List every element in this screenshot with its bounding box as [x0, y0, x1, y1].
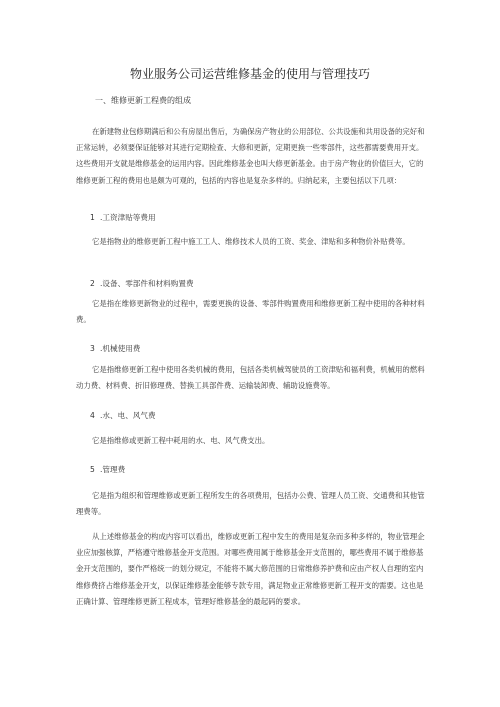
item-number: 3 — [90, 344, 95, 353]
section-heading: 一、维修更新工程费的组成 — [95, 96, 191, 105]
item-text: 它是指维修更新工程中使用各类机械的费用，包括各类机械驾驶员的工资津贴和福利费，机械用的燃料动力费、材料费、折旧修理费、替换工具部件费、运输装卸费、辅助设施费等。 — [76, 365, 425, 391]
item-2-heading — [90, 278, 194, 289]
item-text: 它是指为组织和管理维修或更新工程所发生的各项费用，包括办公费、管理人员工资、交通费和其他管理费等。 — [76, 491, 425, 517]
conclusion-text: 从上述维修基金的构成内容可以看出，维修或更新工程中发生的费用是复杂而多种多样的，物业管理企业应加强核算，严格遵守维修基金开支范围。对哪些费用属于维修基金开支范围的，哪些费用不属于维修基金开支范围的，要作严格统一的划分规定，不能将不属大修范围的日常维修养护费和应由产权人自理的室内维修费挤占维修基金开支，以保证维修基金能够专款专用，满足物业正常维修更新工程开支的需要。这也是正确计算、管理维修更新工程成本，管理好维修基金的最起码的要求。 — [76, 532, 425, 606]
item-text: 它是指物业的维修更新工程中施工工人、维修技术人员的工资、奖金、津贴和多种物价补贴费等。 — [92, 237, 410, 246]
item-1-heading — [90, 212, 156, 223]
item-label: .设备、零部件和材料购置费 — [100, 279, 194, 288]
item-number: 1 — [90, 213, 95, 222]
item-label: .工资津贴等费用 — [100, 213, 156, 222]
item-number: 4 — [90, 411, 95, 420]
intro-text: 在新建物业包修期满后和公有房屋出售后，为确保房产物业的公用部位、公共设施和共用设备的完好和正常运转，必须要保证能够对其进行定期检查、大修和更新，定期更换一些零部件，这些都需要费用开支。这些费用开支就是维修基金的运用内容。因此维修基金也叫大修更新基金。由于房产物业的价值巨大，它的维修更新工程的费用也是颇为可观的，包括的内容也是复杂多样的。归纳起来，主要包括以下几项： — [76, 127, 425, 185]
conclusion-paragraph — [76, 529, 428, 610]
item-text: 它是指在维修更新物业的过程中，需要更换的设备、零部件购置费用和维修更新工程中使用的各种材料费。 — [76, 299, 425, 325]
item-3-paragraph — [76, 362, 428, 394]
item-label: .机械使用费 — [100, 344, 141, 353]
item-number: 5 — [90, 465, 95, 474]
item-5-paragraph — [76, 488, 428, 520]
page-title: 物业服务公司运营维修基金的使用与管理技巧 — [129, 67, 370, 81]
item-5-heading — [90, 464, 125, 475]
item-4-paragraph — [76, 433, 428, 449]
item-label: .水、电、风气费 — [100, 411, 156, 420]
item-label: .管理费 — [100, 465, 126, 474]
item-4-heading — [90, 410, 156, 421]
intro-paragraph — [76, 124, 428, 189]
item-1-paragraph — [76, 234, 428, 250]
item-text: 它是指维修或更新工程中耗用的水、电、风气费支出。 — [92, 436, 270, 445]
item-3-heading — [90, 343, 140, 354]
item-2-paragraph — [76, 296, 428, 328]
item-number: 2 — [90, 279, 95, 288]
